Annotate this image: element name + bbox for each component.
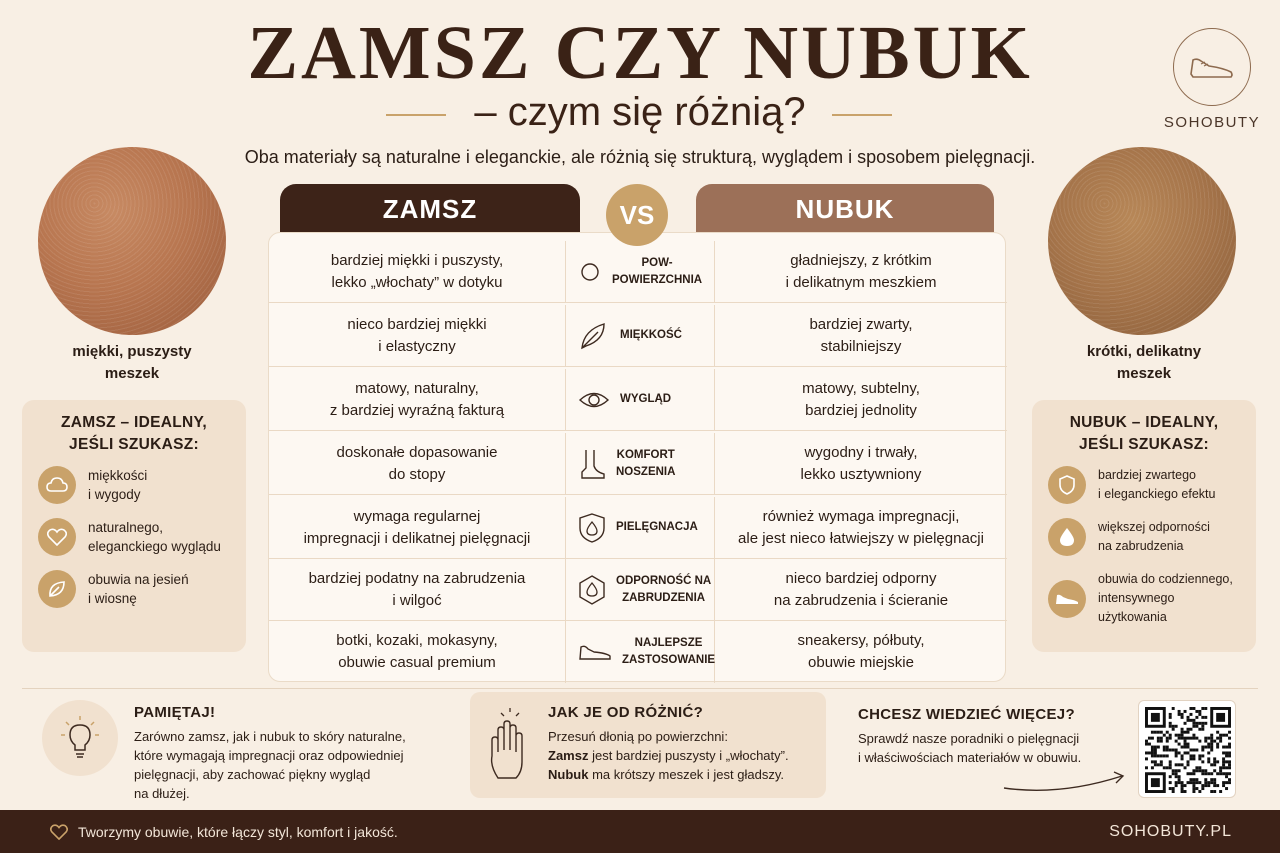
footer: [0, 810, 1280, 853]
criterion-label: POW-: [641, 256, 673, 269]
how-to-box: [470, 692, 826, 798]
more-line: Sprawdź nasze poradniki o pielęgnacji: [858, 731, 1080, 746]
criterion-label: NOSZENIA: [616, 465, 676, 478]
cell-line: stabilniejszy: [820, 337, 902, 355]
title-line: JEŚLI SZUKASZ:: [69, 436, 199, 453]
text-line: na dłużej.: [134, 786, 190, 801]
qr-code[interactable]: [1138, 700, 1236, 798]
leaf-icon: [38, 570, 76, 608]
drop-icon: [1048, 518, 1086, 556]
remember-text: [134, 727, 454, 803]
divider-right: [832, 114, 892, 116]
table-row: [269, 433, 1007, 495]
zamsz-texture-swatch: [38, 147, 226, 335]
nubuk-bold: Nubuk: [548, 767, 589, 782]
zamsz-cell: [269, 559, 565, 620]
sneaker-icon: [1048, 580, 1086, 618]
criterion-label: KOMFORT: [616, 448, 675, 461]
cell-line: i wilgoć: [392, 591, 442, 609]
nubuk-texture-swatch: [1048, 147, 1236, 335]
criterion-label: ZABRUDZENIA: [622, 591, 706, 604]
list-item: [38, 570, 236, 608]
zamsz-ideal-title: [32, 412, 236, 456]
cell-line: matowy, naturalny,: [355, 379, 479, 397]
more-line: i właściwościach materiałów w obuwiu.: [858, 750, 1082, 765]
cell-line: do stopy: [388, 465, 446, 483]
cell-line: lekko „włochaty” w dotyku: [331, 273, 503, 291]
remember-section: [134, 704, 454, 803]
cell-line: nieco bardziej miękki: [347, 315, 487, 333]
criterion-cell: [565, 433, 715, 494]
qr-code-icon: [1145, 707, 1231, 793]
title-line: JEŚLI SZUKASZ:: [1079, 436, 1209, 453]
subtitle-row: [0, 90, 1280, 140]
zamsz-cell: [269, 241, 565, 302]
cell-line: i elastyczny: [378, 337, 456, 355]
section-divider: [22, 688, 1258, 689]
cell-line: obuwie miejskie: [808, 654, 914, 671]
cell-line: na zabrudzenia i ścieranie: [773, 591, 949, 609]
cell-line: impregnacji i delikatnej pielęgnacji: [303, 529, 531, 547]
cell-line: bardziej miękki i puszysty,: [330, 251, 504, 269]
brand-logo[interactable]: [1173, 28, 1251, 106]
item-line: bardziej zwartego: [1098, 468, 1196, 482]
criterion-label: NAJLEPSZE: [634, 637, 703, 649]
shoe-icon: [578, 641, 612, 663]
page-subtitle: – czym się różnią?: [474, 90, 806, 134]
criterion-label: ZASTOSOWANIE: [622, 654, 716, 666]
text-line: pielęgnacji, aby zachować piękny wygląd: [134, 767, 371, 782]
cell-line: nieco bardziej odporny: [785, 569, 937, 587]
caption-line: miękki, puszysty: [72, 343, 192, 360]
criterion-cell: [565, 369, 715, 430]
intro-text: Oba materiały są naturalne i eleganckie, ale różnią się strukturą, wyglądem i sposobem pielęgnacji.: [244, 147, 1036, 167]
more-info-section: [858, 706, 1128, 767]
arrow-icon: [1000, 762, 1130, 796]
more-title: CHCESZ WIEDZIEĆ WIĘCEJ?: [858, 706, 1075, 723]
cell-line: matowy, subtelny,: [802, 379, 920, 397]
cell-line: bardziej jednolity: [805, 401, 917, 419]
feather-icon: [578, 320, 610, 352]
zamsz-rest: jest bardziej puszysty i „włochaty”.: [588, 748, 789, 763]
cell-line: z bardziej wyraźną fakturą: [329, 401, 505, 419]
heart-icon: [50, 824, 68, 840]
boot-icon: [578, 448, 606, 480]
nubuk-cell: [715, 305, 1007, 366]
criterion-label: PIELĘGNACJA: [616, 521, 698, 533]
zamsz-bold: Zamsz: [548, 748, 589, 763]
title-line: NUBUK – IDEALNY,: [1069, 414, 1219, 431]
how-to-zamsz-line: [548, 746, 820, 765]
caption-line: meszek: [1116, 365, 1172, 382]
hand-icon: [484, 706, 536, 786]
vs-badge: VS: [606, 184, 668, 246]
zamsz-cell: [269, 621, 565, 683]
list-item: [38, 518, 236, 556]
cell-line: botki, kozaki, mokasyny,: [336, 632, 498, 649]
list-item: [1048, 570, 1246, 627]
item-line: eleganckiego wyglądu: [88, 539, 221, 554]
nubuk-cell: [715, 497, 1007, 558]
zamsz-swatch-caption: [22, 341, 242, 385]
table-row: [269, 621, 1007, 683]
shield-icon: [1048, 466, 1086, 504]
criterion-label: WYGLĄD: [620, 393, 672, 405]
text-line: Zarówno zamsz, jak i nubuk to skóry naturalne,: [134, 729, 406, 744]
nubuk-cell: [715, 433, 1007, 494]
nubuk-cell: [715, 241, 1007, 302]
list-item: [38, 466, 236, 504]
nubuk-column-header: NUBUK: [696, 184, 994, 234]
zamsz-cell: [269, 369, 565, 430]
tagline-text: Tworzymy obuwie, które łączy styl, komfort i jakość.: [78, 823, 398, 840]
zamsz-ideal-box: [22, 400, 246, 652]
item-line: miękkości: [88, 468, 148, 483]
table-row: [269, 305, 1007, 367]
cell-line: wygodny i trwały,: [804, 443, 918, 461]
brand-name: SOHOBUTY: [1163, 114, 1261, 131]
nubuk-rest: ma krótszy meszek i jest gładszy.: [588, 767, 784, 782]
cell-line: i delikatnym meszkiem: [785, 273, 937, 291]
cell-line: doskonałe dopasowanie: [336, 443, 498, 461]
table-row: [269, 497, 1007, 559]
cloud-icon: [38, 466, 76, 504]
item-line: i wygody: [88, 487, 141, 502]
nubuk-cell: [715, 369, 1007, 430]
footer-url-link[interactable]: SOHOBUTY.PL: [1109, 822, 1232, 840]
nubuk-swatch-caption: [1034, 341, 1254, 385]
nubuk-cell: [715, 621, 1007, 683]
item-line: i wiosnę: [88, 591, 137, 606]
list-item: [1048, 466, 1246, 504]
title-line: ZAMSZ – IDEALNY,: [60, 414, 208, 431]
item-line: intensywnego użytkowania: [1098, 591, 1175, 624]
nubuk-cell: [715, 559, 1007, 620]
footer-tagline: [50, 824, 398, 840]
item-line: i eleganckiego efektu: [1098, 487, 1216, 501]
criterion-cell: [565, 497, 715, 558]
shield-drop-icon: [578, 512, 606, 544]
how-to-line: Przesuń dłonią po powierzchni:: [548, 729, 728, 744]
zamsz-cell: [269, 433, 565, 494]
cell-line: sneakersy, półbuty,: [797, 632, 925, 649]
table-row: [269, 241, 1007, 303]
page-title: ZAMSZ CZY NUBUK: [247, 11, 1033, 95]
cell-line: wymaga regularnej: [353, 507, 481, 525]
cell-line: obuwie casual premium: [338, 654, 496, 671]
table-row: [269, 559, 1007, 621]
criterion-label: MIĘKKOŚĆ: [620, 329, 682, 341]
caption-line: krótki, delikatny: [1086, 343, 1202, 360]
criterion-cell: [565, 305, 715, 366]
criterion-cell: [565, 621, 715, 683]
item-line: większej odporności: [1098, 520, 1210, 534]
item-line: naturalnego,: [88, 520, 164, 535]
cell-line: ale jest nieco łatwiejszy w pielęgnacji: [738, 529, 984, 547]
zamsz-cell: [269, 497, 565, 558]
zamsz-cell: [269, 305, 565, 366]
criterion-cell: [565, 241, 715, 302]
shoe-icon: [1187, 52, 1237, 82]
cell-line: również wymaga impregnacji,: [762, 507, 960, 525]
remember-title: PAMIĘTAJ!: [134, 704, 216, 721]
circle-icon: [578, 260, 602, 284]
cell-line: bardziej zwarty,: [809, 315, 913, 333]
cell-line: gładniejszy, z krótkim: [790, 251, 932, 269]
nubuk-ideal-box: [1032, 400, 1256, 652]
criterion-label: ODPORNOŚĆ NA: [616, 574, 712, 587]
how-to-title: JAK JE OD RÓŻNIĆ?: [548, 704, 704, 721]
list-item: [1048, 518, 1246, 556]
text-line: które wymagają impregnacji oraz odpowiedniej: [134, 748, 404, 763]
cell-line: lekko usztywniony: [800, 465, 922, 483]
lightbulb-icon: [42, 700, 118, 776]
criterion-label: POWIERZCHNIA: [612, 273, 703, 286]
item-line: obuwia na jesień: [88, 572, 189, 587]
hexagon-drop-icon: [578, 574, 606, 606]
heart-icon: [38, 518, 76, 556]
zamsz-column-header: ZAMSZ: [280, 184, 580, 234]
item-line: obuwia do codziennego,: [1098, 572, 1233, 586]
comparison-table: [268, 232, 1006, 682]
eye-icon: [578, 389, 610, 411]
caption-line: meszek: [104, 365, 160, 382]
how-to-nubuk-line: [548, 765, 820, 784]
criterion-cell: [565, 559, 715, 620]
item-line: na zabrudzenia: [1098, 539, 1184, 553]
table-row: [269, 369, 1007, 431]
nubuk-ideal-title: [1042, 412, 1246, 456]
cell-line: bardziej podatny na zabrudzenia: [308, 569, 526, 587]
